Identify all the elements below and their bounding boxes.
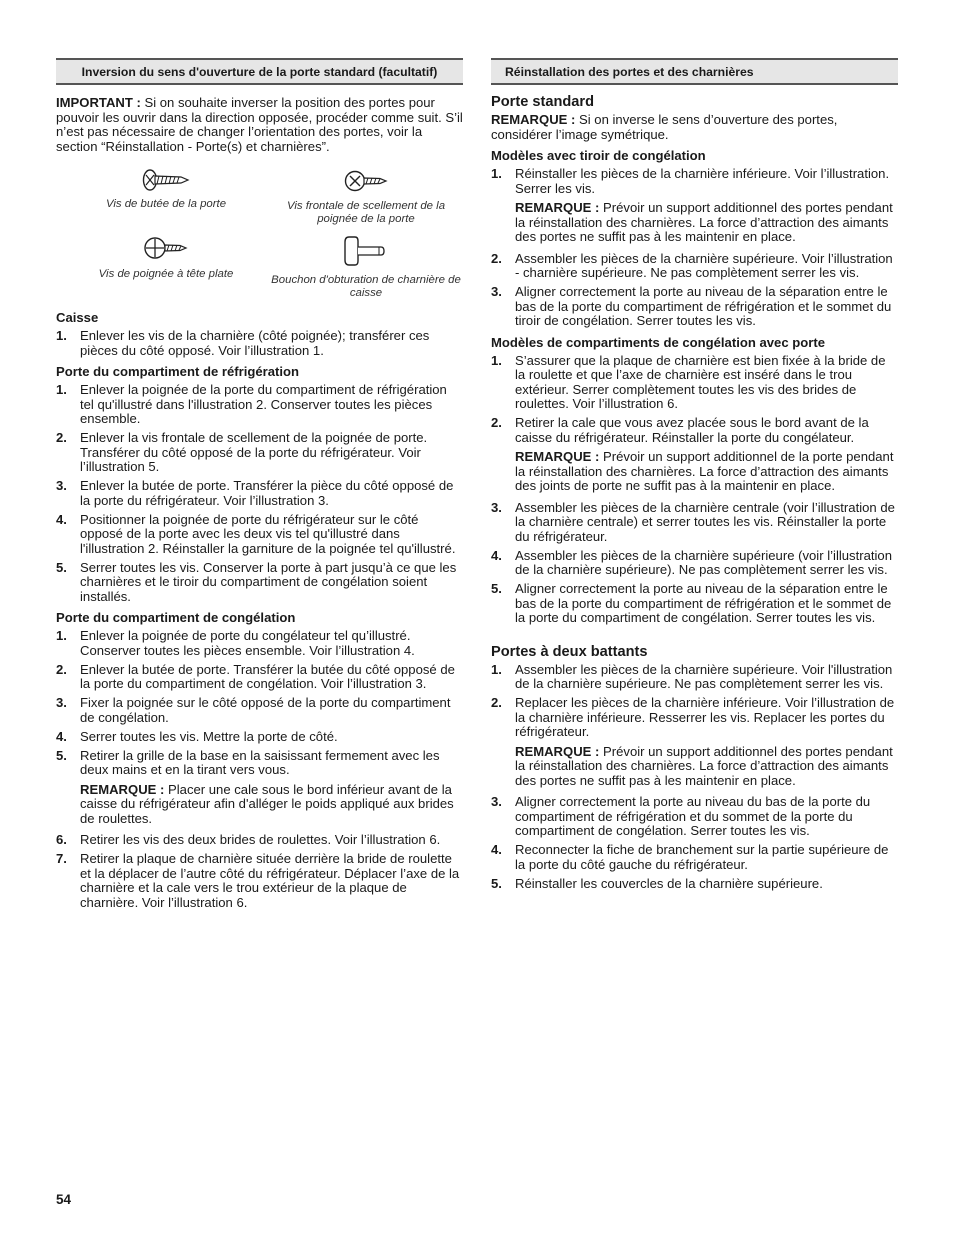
list-item: 3. Enlever la butée de porte. Transférer la pièce du côté opposé de la porte du réfrigérateur. Voir l’illustration 3. [56,478,454,508]
list-item: 5. Réinstaller les couvercles de la charnière supérieure. [491,875,823,891]
page-number: 54 [56,1192,72,1207]
list-item: 1. Assembler les pièces de la charnière supérieure. Voir l'illustration de la charnière supérieure. Ne pas complètement serrer les vis. [491,661,893,691]
list-item: 2. Replacer les pièces de la charnière inférieure. Voir l’illustration de la charnière inférieure. Resserrer les vis. Replacer les portes du réfrigérateur. [491,695,895,739]
list-item: 1. Enlever les vis de la charnière (côté poignée); transférer ces pièces du côté opposé. Voir l’illustration 1. [56,328,430,358]
list-item: 1. S’assurer que la plaque de charnière est bien fixée à la bride de la roulette et que l’axe de charnière est inséré dans le trou extérieur. Serrer complètement toutes les vis des brides de roulettes. Voir l’illustration 6. [491,352,886,411]
list-item: 3. Fixer la poignée sur le côté opposé de la porte du compartiment de congélation. [56,695,451,725]
icon-cell-hinge-plug [266,234,466,300]
section-header: Inversion du sens d'ouverture de la porte standard (facultatif) [56,58,463,85]
door-models-heading: Modèles de compartiments de congélation avec porte [491,334,825,350]
double-steps-a [491,663,898,740]
flat-head-handle-screw-icon [144,234,188,262]
door-steps-b [491,501,898,626]
list-item: 3. Assembler les pièces de la charnière centrale (voir l’illustration de la charnière centrale) et serrer toutes les vis. Réinstaller la porte du réfrigérateur. [491,499,895,544]
caisse-steps [56,329,463,358]
important-paragraph: IMPORTANT : Si on souhaite inverser la position des portes pour pouvoir les ouvrir dans la direction opposée, procéder comme suit. S’il n’est pas nécessaire de changer l’orientation des portes, voir la section “Réinstallation - Porte(s) et charnières”. [56,95,463,154]
list-item: 1. Enlever la poignée de porte du congélateur tel qu’illustré. Conserver toutes les pièces ensemble. Voir l’illustration 4. [56,628,415,658]
icon-caption: Vis frontale de scellement de la poignée de la porte [286,200,446,225]
double-door-heading: Portes à deux battants [491,643,648,660]
right-column [491,58,898,896]
freezer-note: REMARQUE : Placer une cale sous le bord inférieur avant de la caisse du réfrigérateur afin d'alléger le poids appliqué aux brides de roulettes. [80,781,454,826]
list-item: 4. Positionner la poignée de porte du réfrigérateur sur le côté opposé de la porte avec les deux vis tel qu'illustré dans l'illustration 2. Réinstaller la garniture de la poignée tel qu'illustré. [56,511,456,556]
standard-door-heading: Porte standard [491,94,594,110]
list-item: 5. Serrer toutes les vis. Conserver la porte à part jusqu’à ce que les charnières et le tiroir du compartiment de congélation soient installés. [56,559,457,604]
icon-cell-handle-seal-screw [266,168,466,226]
list-item: 4. Reconnecter la fiche de branchement sur la partie supérieure de la porte du côté gauche du réfrigérateur. [491,842,889,872]
list-item: 7. Retirer la plaque de charnière située derrière la bride de roulette et la déplacer de l’autre côté du réfrigérateur. Déplacer l’axe de la charnière et la cale vers le trou extérieur de la plaque de charnière. Voir l’illustration 6. [56,851,460,910]
standard-note: REMARQUE : Si on inverse le sens d’ouverture des portes, considérer l’image symétrique. [491,112,838,142]
list-item: 6. Retirer les vis des deux brides de roulettes. Voir l’illustration 6. [56,832,441,847]
door-steps-a [491,354,898,446]
icon-cell-flat-head-screw [66,234,266,300]
freezer-steps-b [56,833,463,910]
list-item: 2. Retirer la cale que vous avez placée sous le bord avant de la caisse du réfrigérateur. Réinstaller la porte du congélateur. [491,415,869,445]
hinge-plug-icon [343,234,389,268]
left-column [56,58,463,915]
drawer-steps [491,252,898,329]
drawer-models-heading: Modèles avec tiroir de congélation [491,148,706,163]
list-item: 4. Serrer toutes les vis. Mettre la porte de côté. [56,728,338,744]
list-item: 2. Enlever la vis frontale de scellement de la poignée de porte. Transférer du côté opposé de la porte du réfrigérateur. Voir l’illustration 5. [56,430,428,474]
list-item: 1. Réinstaller les pièces de la charnière inférieure. Voir l’illustration. Serrer les vis. [491,166,890,196]
double-note: REMARQUE : Prévoir un support additionnel des portes pendant la réinstallation des charnières. La force d’attraction des aimants des portes ne suffit pas à les maintenir en place. [515,743,893,788]
caisse-heading: Caisse [56,310,99,325]
list-item: 1. Enlever la poignée de la porte du compartiment de réfrigération tel qu'illustré dans l'illustration 2. Conserver toutes les pièces ensemble. [56,382,447,426]
icon-caption: Vis de poignée à tête plate [98,268,234,280]
icon-cell-door-stop-screw [66,168,266,226]
freezer-steps-a [56,629,463,778]
list-item: 2. Assembler les pièces de la charnière supérieure. Voir l’illustration - charnière supérieure. Ne pas complètement serrer les vis. [491,250,893,280]
section-header: Réinstallation des portes et des charnières [491,58,898,85]
drawer-step-1 [491,167,898,196]
list-item: 5. Aligner correctement la porte au niveau de la séparation entre le bas de la porte du compartiment de réfrigération et le sommet de la porte du compartiment de congélation. Serrer toutes les vis. [491,581,892,625]
handle-seal-screw-icon [344,168,388,194]
list-item: 4. Assembler les pièces de la charnière supérieure (voir l’illustration de la charnière supérieure). Ne pas complètement serrer les vis. [491,547,892,577]
drawer-note: REMARQUE : Prévoir un support additionnel des portes pendant la réinstallation des charnières. La force d’attraction des aimants des portes ne suffit pas à les maintenir en place. [515,200,893,244]
list-item: 2. Enlever la butée de porte. Transférer la butée du côté opposé de la porte du compartiment de congélation. Voir l’illustration 3. [56,661,455,691]
list-item: 3. Aligner correctement la porte au niveau du bas de la porte du compartiment de réfrigération et du sommet de la porte du compartiment de congélation. Serrer toutes les vis. [491,794,871,838]
fridge-door-heading: Porte du compartiment de réfrigération [56,364,300,379]
list-item: 5. Retirer la grille de la base en la saisissant fermement avec les deux mains et en la tirant vers vous. [56,747,440,777]
freezer-door-heading: Porte du compartiment de congélation [56,610,296,625]
door-stop-screw-icon [141,168,191,192]
door-note: REMARQUE : Prévoir un support additionnel de la porte pendant la réinstallation des charnières. La force d’attraction des aimants des joints de porte ne suffit pas à la maintenir en place. [515,449,894,493]
fridge-steps [56,383,463,604]
icon-caption: Bouchon d'obturation de charnière de caisse [271,274,461,299]
list-item: 3. Aligner correctement la porte au niveau de la séparation entre le bas de la porte du compartiment de réfrigération et le sommet du tiroir de congélation. Serrer toutes les vis. [491,284,892,328]
double-steps-b [491,795,898,891]
icon-caption: Vis de butée de la porte [105,198,227,210]
screw-icons-grid [66,168,466,300]
